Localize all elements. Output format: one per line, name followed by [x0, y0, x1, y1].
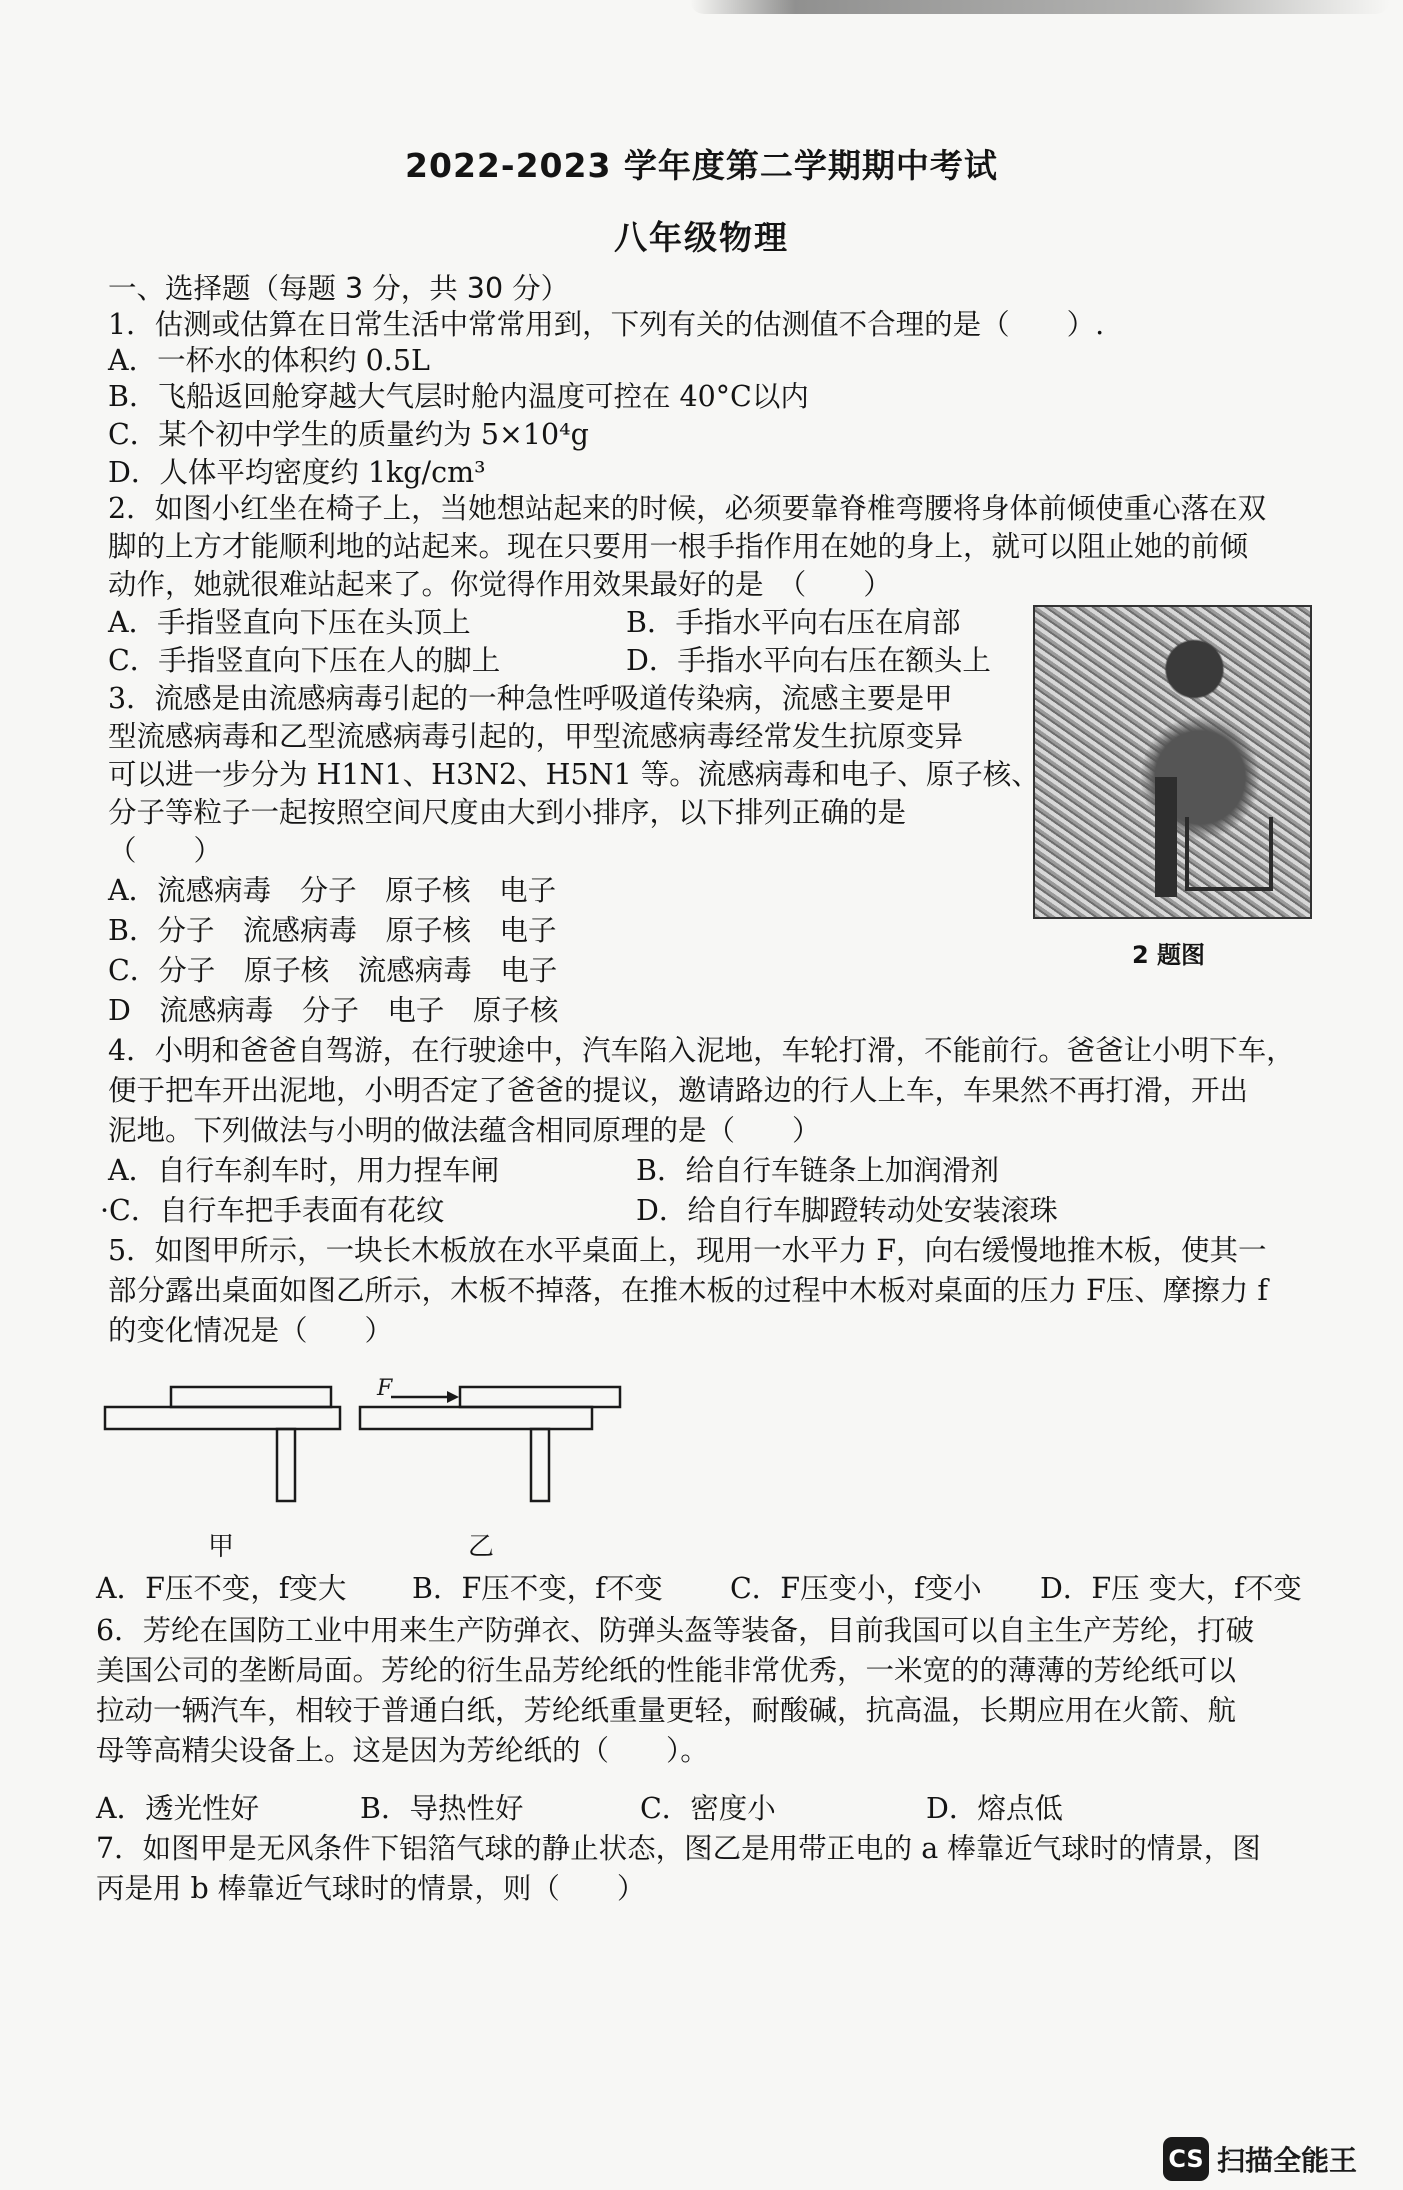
q6-stem-line1: 6．芳纶在国防工业中用来生产防弹衣、防弹头盔等装备，目前我国可以自主生产芳纶，打破: [96, 1614, 1255, 1647]
q3-option-b: B．分子 流感病毒 原子核 电子: [108, 914, 557, 947]
q1-option-a: A．一杯水的体积约 0.5L: [108, 344, 430, 377]
q2-stem-line1: 2．如图小红坐在椅子上，当她想站起来的时候，必须要靠脊椎弯腰将身体前倾使重心落在双: [108, 492, 1267, 525]
q5-stem-line1: 5．如图甲所示，一块长木板放在水平桌面上，现用一水平力 F，向右缓慢地推木板，使其一: [108, 1234, 1267, 1267]
q4-stem-line1: 4．小明和爸爸自驾游，在行驶途中，汽车陷入泥地，车轮打滑，不能前行。爸爸让小明下车，: [108, 1034, 1295, 1067]
q6-option-c: C．密度小: [640, 1792, 776, 1825]
q4-option-a: A．自行车刹车时，用力捏车闸: [108, 1154, 500, 1187]
table-top-a: [105, 1407, 340, 1429]
q2-figure-caption: 2 题图: [1132, 941, 1206, 969]
photo-leg-shape: [1155, 777, 1177, 897]
q1-stem: 1．估测或估算在日常生活中常常用到，下列有关的估测值不合理的是（ ）.: [108, 308, 1105, 341]
q4-option-b: B．给自行车链条上加润滑剂: [636, 1154, 999, 1187]
q2-stem-line2: 脚的上方才能顺利地的站起来。现在只要用一根手指作用在她的身上，就可以阻止她的前倾: [108, 530, 1249, 563]
table-leg-b: [531, 1429, 549, 1501]
q6-option-b: B．导热性好: [360, 1792, 524, 1825]
camscanner-text: 扫描全能王: [1217, 2144, 1358, 2177]
q1-option-d: D．人体平均密度约 1kg/cm³: [108, 456, 486, 489]
q2-option-b: B．手指水平向右压在肩部: [626, 606, 961, 639]
plank-a: [171, 1387, 331, 1407]
q7-stem-line2: 丙是用 b 棒靠近气球时的情景，则（ ）: [96, 1872, 646, 1905]
photo-chair-shape: [1185, 817, 1273, 891]
section-heading: 一、选择题（每题 3 分，共 30 分）: [108, 272, 570, 305]
q4-stem-line2: 便于把车开出泥地，小明否定了爸爸的提议，邀请路边的行人上车，车果然不再打滑，开出: [108, 1074, 1249, 1107]
q6-option-a: A．透光性好: [96, 1792, 260, 1825]
q3-stem-line1: 3．流感是由流感病毒引起的一种急性呼吸道传染病，流感主要是甲: [108, 682, 953, 715]
exam-title: 2022-2023 学年度第二学期期中考试: [405, 146, 998, 185]
table-top-b: [360, 1407, 592, 1429]
q3-stem-line2: 型流感病毒和乙型流感病毒引起的，甲型流感病毒经常发生抗原变异: [108, 720, 964, 753]
q2-option-c: C．手指竖直向下压在人的脚上: [108, 644, 501, 677]
q4-option-d: D．给自行车脚蹬转动处安装滚珠: [636, 1194, 1058, 1227]
q5-stem-line2: 部分露出桌面如图乙所示，木板不掉落，在推木板的过程中木板对桌面的压力 F压、摩擦力 f: [108, 1274, 1268, 1307]
q2-option-a: A．手指竖直向下压在头顶上: [108, 606, 471, 639]
q5-stem-line3: 的变化情况是（ ）: [108, 1314, 394, 1347]
q2-photo-girl-on-chair: [1033, 605, 1312, 919]
q5-option-b: B．F压不变，f不变: [412, 1572, 663, 1605]
q3-option-d: D 流感病毒 分子 电子 原子核: [108, 994, 559, 1027]
q5-option-d: D．F压 变大，f不变: [1040, 1572, 1302, 1605]
exam-subtitle: 八年级物理: [614, 218, 789, 257]
fig-label-jia: 甲: [208, 1532, 235, 1562]
q1-option-b: B．飞船返回舱穿越大气层时舱内温度可控在 40°C以内: [108, 380, 809, 413]
plank-b: [460, 1387, 620, 1407]
scanner-watermark: [1163, 2136, 1357, 2182]
force-arrowhead: [447, 1391, 459, 1403]
q7-stem-line1: 7．如图甲是无风条件下铝箔气球的静止状态，图乙是用带正电的 a 棒靠近气球时的情景，图: [96, 1832, 1261, 1865]
q4-stem-line3: 泥地。下列做法与小明的做法蕴含相同原理的是（ ）: [108, 1114, 821, 1147]
scan-edge-mark: [690, 0, 1390, 14]
q6-stem-line4: 母等高精尖设备上。这是因为芳纶纸的（ ）。: [96, 1734, 709, 1767]
q3-option-c: C．分子 原子核 流感病毒 电子: [108, 954, 558, 987]
q3-stem-line3: 可以进一步分为 H1N1、H3N2、H5N1 等。流感病毒和电子、原子核、: [108, 758, 1040, 791]
q6-stem-line2: 美国公司的垄断局面。芳纶的衍生品芳纶纸的性能非常优秀，一米宽的的薄薄的芳纶纸可以: [96, 1654, 1237, 1687]
camscanner-logo: CS: [1163, 2137, 1209, 2181]
q1-option-c: C．某个初中学生的质量约为 5×10⁴g: [108, 418, 589, 451]
q3-option-a: A．流感病毒 分子 原子核 电子: [108, 874, 557, 907]
force-label: F: [377, 1376, 393, 1401]
q3-stem-line5: （ ）: [108, 834, 223, 867]
q5-option-c: C．F压变小，f变小: [730, 1572, 982, 1605]
q6-option-d: D．熔点低: [926, 1792, 1063, 1825]
table-leg-a: [277, 1429, 295, 1501]
q4-option-c: ·C．自行车把手表面有花纹: [100, 1194, 445, 1227]
q2-option-d: D．手指水平向右压在额头上: [626, 644, 991, 677]
q3-stem-line4: 分子等粒子一起按照空间尺度由大到小排序，以下排列正确的是: [108, 796, 907, 829]
q5-option-a: A．F压不变，f变大: [96, 1572, 347, 1605]
q2-stem-line3: 动作，她就很难站起来了。你觉得作用效果最好的是 （ ）: [108, 568, 892, 601]
q6-stem-line3: 拉动一辆汽车，相较于普通白纸，芳纶纸重量更轻，耐酸碱，抗高温，长期应用在火箭、航: [96, 1694, 1237, 1727]
q5-figure: [95, 1375, 655, 1515]
fig-label-yi: 乙: [468, 1532, 495, 1562]
